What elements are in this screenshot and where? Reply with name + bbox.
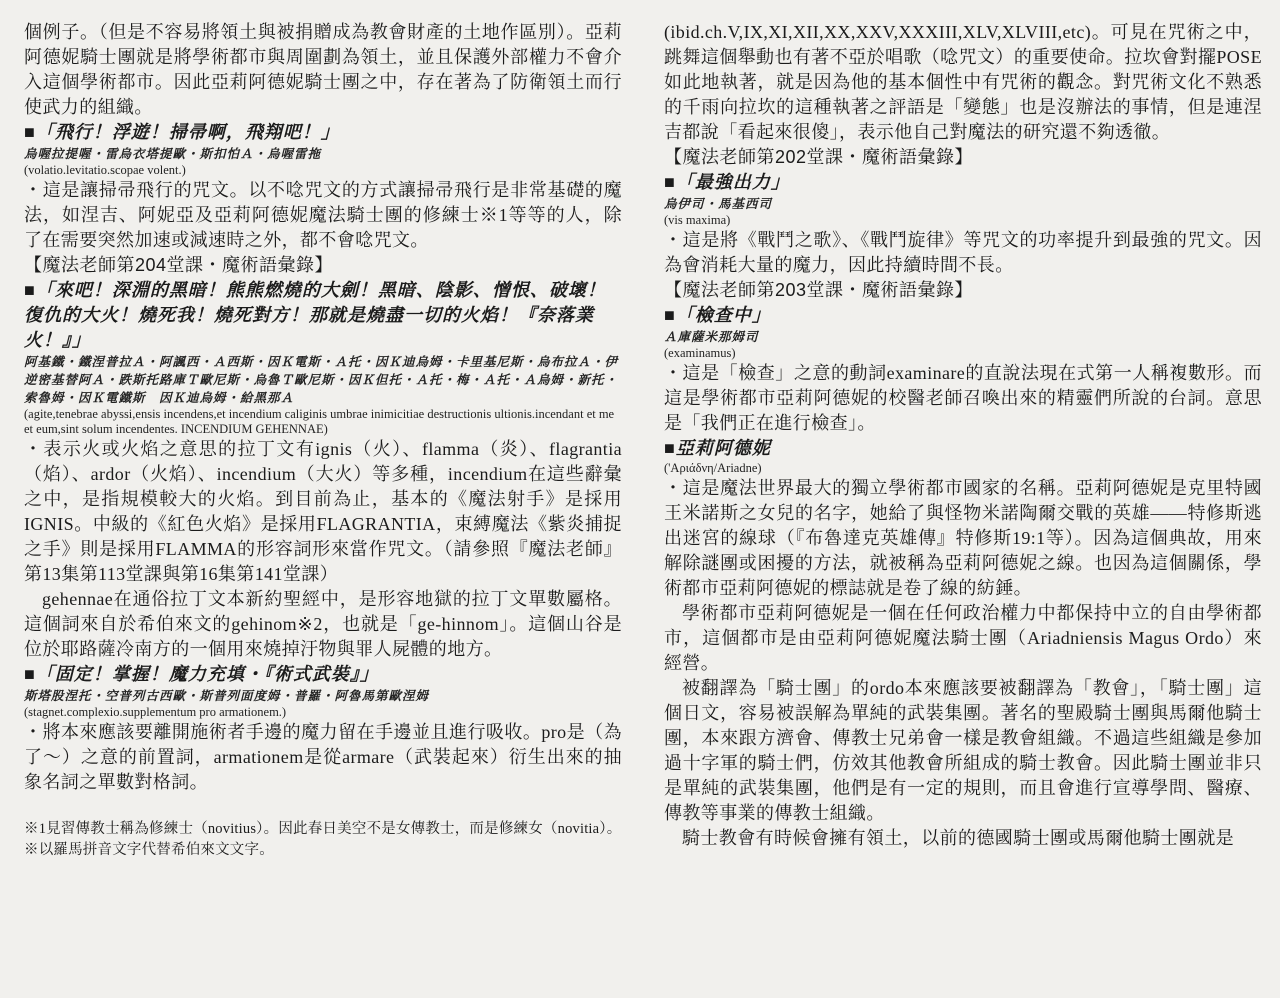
- spell-latin-gehenna: (agite,tenebrae abyssi,ensis incendens,et incendium caliginis umbrae inimicitiae destructionis ultionis.incendant et me et eum,sint solum incendentes. INCENDIUM GEHENNAE): [24, 407, 615, 436]
- spell-heading-examinamus: [664, 303, 1262, 328]
- spell-desc-vis-maxima: ・這是將《戰鬥之歌》、《戰鬥旋律》等咒文的功率提升到最強的咒文。因為會消耗大量的魔力，因此持續時間不長。: [664, 230, 1262, 275]
- spell-heading-gehenna: [24, 278, 622, 353]
- section-marker-icon: ■: [664, 305, 675, 325]
- spell-desc-flight: ・這是讓掃帚飛行的咒文。以不唸咒文的方式讓掃帚飛行是非常基礎的魔法，如涅吉、阿妮亞及亞莉阿德妮魔法騎士團的修練士※1等等的人，除了在需要突然加速或減速時之外，都不會唸咒文。: [24, 180, 622, 250]
- entry-desc-ariadne-1: ・這是魔法世界最大的獨立學術都市國家的名稱。亞莉阿德妮是克里特國王米諾斯之女兒的名字，她給了與怪物米諾陶爾交戰的英雄——特修斯逃出迷宮的線球（『布魯達克英雄傳』特修斯19:1等）。因為這個典故，用來解除謎團或困擾的方法，就被稱為亞莉阿德妮之線。也因為這個關係，學術都市亞莉阿德妮的標誌就是卷了線的紡錘。: [664, 478, 1262, 598]
- spell-heading-vis-maxima-text: 「最強出力」: [675, 172, 790, 192]
- entry-desc-ariadne-2: 學術都市亞莉阿德妮是一個在任何政治權力中都保持中立的自由學術都市，這個都市是由亞莉阿德妮魔法騎士團（Ariadniensis Magus Ordo）來經營。: [664, 603, 1262, 673]
- spell-reading-examinamus: Ａ庫薩米那姆司: [664, 330, 759, 344]
- section-marker-icon: ■: [24, 280, 35, 300]
- spell-desc-examinamus: ・這是「檢查」之意的動詞examinare的直說法現在式第一人稱複數形。而這是學術都市亞莉阿德妮的校醫老師召喚出來的精靈們所說的台詞。意思是「我們正在進行檢查」。: [664, 363, 1262, 433]
- entry-greek-ariadne: ('Αριάδνη/Ariadne): [664, 461, 762, 475]
- spell-latin-flight: (volatio.levitatio.scopae volent.): [24, 163, 186, 177]
- left-continuation-paragraph: 個例子。（但是不容易將領土與被捐贈成為教會財產的土地作區別）。亞莉阿德妮騎士團就是將學術都市與周圍劃為領土，並且保護外部權力不會介入這個學術都市。因此亞莉阿德妮騎士團之中，存在著為了防衛領土而行使武力的組織。: [24, 22, 622, 117]
- spell-reading-flight: 烏喔拉提喔・雷烏衣塔提歐・斯扣怕Ａ・烏喔雷拖: [24, 147, 322, 161]
- right-continuation-paragraph: (ibid.ch.V,IX,XI,XII,XX,XXV,XXXIII,XLV,XLVIII,etc)。可見在咒術之中，跳舞這個舉動也有著不亞於唱歌（唸咒文）的重要使命。拉坎會對擺POSE如此地執著，就是因為他的基本個性中有咒術的觀念。對咒術文化不熟悉的千雨向拉坎的這種執著之評語是「變態」也是沒辦法的事情，但是連涅吉都說「看起來很傻」，表示他自己對魔法的研究還不夠透徹。: [664, 22, 1262, 142]
- spell-latin-examinamus: (examinamus): [664, 346, 736, 360]
- spell-heading-vis-maxima: [664, 170, 1262, 195]
- section-marker-icon: ■: [24, 122, 35, 142]
- footnote-2: ※以羅馬拼音文字代替希伯來文文字。: [24, 842, 274, 858]
- spell-latin-vis-maxima: (vis maxima): [664, 213, 731, 227]
- spell-desc-armament: ・將本來應該要離開施術者手邊的魔力留在手邊並且進行吸收。pro是（為了～）之意的前置詞，armationem是從armare（武裝起來）衍生出來的抽象名詞之單數對格詞。: [24, 722, 622, 792]
- entry-heading-ariadne: [664, 436, 1262, 461]
- footnote-1: ※1見習傳教士稱為修練士（novitius）。因此春日美空不是女傳教士，而是修練女（novitia）。: [24, 821, 622, 837]
- section-marker-icon: ■: [664, 438, 675, 458]
- spell-heading-flight: [24, 120, 622, 145]
- spell-latin-armament: (stagnet.complexio.supplementum pro armationem.): [24, 705, 287, 719]
- entry-desc-ariadne-3: 被翻譯為「騎士團」的ordo本來應該要被翻譯為「教會」，「騎士團」這個日文，容易被誤解為單純的武裝集團。著名的聖殿騎士團與馬爾他騎士團，本來跟方濟會、傳教士兄弟會一樣是教會組織。不過這些組織是參加過十字軍的騎士們，仿效其他教會所組成的騎士教會。因此騎士團並非只是單純的武裝集團，他們是有一定的規則，而且會進行宣導學問、醫療、傳教等事業的傳教士組織。: [664, 678, 1262, 823]
- footnotes: [24, 819, 622, 861]
- spell-heading-gehenna-text: 「來吧！深淵的黑暗！熊熊燃燒的大劍！黑暗、陰影、憎恨、破壞！復仇的大火！燒死我！燒死對方！那就是燒盡一切的火焰！『奈落業火！』」: [24, 280, 606, 350]
- spell-desc-gehenna-2: gehennae在通俗拉丁文本新約聖經中，是形容地獄的拉丁文單數屬格。這個詞來自於希伯來文的gehinom※2，也就是「ge-hinnom」。這個山谷是位於耶路薩冷南方的一個用來燒掉汙物與罪人屍體的地方。: [24, 589, 622, 659]
- spell-heading-armament: [24, 662, 622, 687]
- spell-heading-flight-text: 「飛行！浮遊！掃帚啊，飛翔吧！」: [35, 122, 340, 142]
- lesson-source-202: 【魔法老師第202堂課・魔術語彙錄】: [664, 147, 974, 167]
- page-right: [640, 0, 1280, 998]
- spell-reading-vis-maxima: 烏伊司・馬基西司: [664, 197, 773, 211]
- section-marker-icon: ■: [664, 172, 675, 192]
- entry-desc-ariadne-4: 騎士教會有時候會擁有領土，以前的德國騎士團或馬爾他騎士團就是: [682, 828, 1234, 848]
- lesson-source-203: 【魔法老師第203堂課・魔術語彙錄】: [664, 280, 974, 300]
- spell-heading-armament-text: 「固定！掌握！魔力充填・『術式武裝』」: [35, 664, 379, 684]
- spell-desc-gehenna-1: ・表示火或火焰之意思的拉丁文有ignis（火）、flamma（炎）、flagrantia（焰）、ardor（火焰）、incendium（大火）等多種，incendium在這些辭彙之中，是指規模較大的火焰。到目前為止，基本的《魔法射手》是採用IGNIS。中級的《紅色火焰》是採用FLAGRANTIA，束縛魔法《紫炎捕捉之手》則是採用FLAMMA的形容詞形來當作咒文。（請參照『魔法老師』第13集第113堂課與第16集第141堂課）: [24, 439, 622, 584]
- spell-reading-armament: 斯塔股涅托・空普列古西歐・斯普列面度姆・普羅・阿魯馬第歐涅姆: [24, 689, 430, 703]
- section-marker-icon: ■: [24, 664, 35, 684]
- spell-heading-examinamus-text: 「檢查中」: [675, 305, 771, 325]
- spell-reading-gehenna: 阿基鐵・鐵涅普拉Ａ・阿諷西・Ａ西斯・因Ｋ電斯・Ａ托・因Ｋ迪烏姆・卡里基尼斯・烏布拉Ａ・伊逆密基替阿Ａ・跌斯托路庫Ｔ歐尼斯・烏魯Ｔ歐尼斯・因Ｋ但托・Ａ托・梅・Ａ托・Ａ烏姆・新托・索魯姆・因Ｋ電鐵斯 因Ｋ迪烏姆・給黑那Ａ: [24, 355, 619, 405]
- lesson-source-204: 【魔法老師第204堂課・魔術語彙錄】: [24, 255, 334, 275]
- entry-heading-ariadne-text: 亞莉阿德妮: [675, 438, 771, 458]
